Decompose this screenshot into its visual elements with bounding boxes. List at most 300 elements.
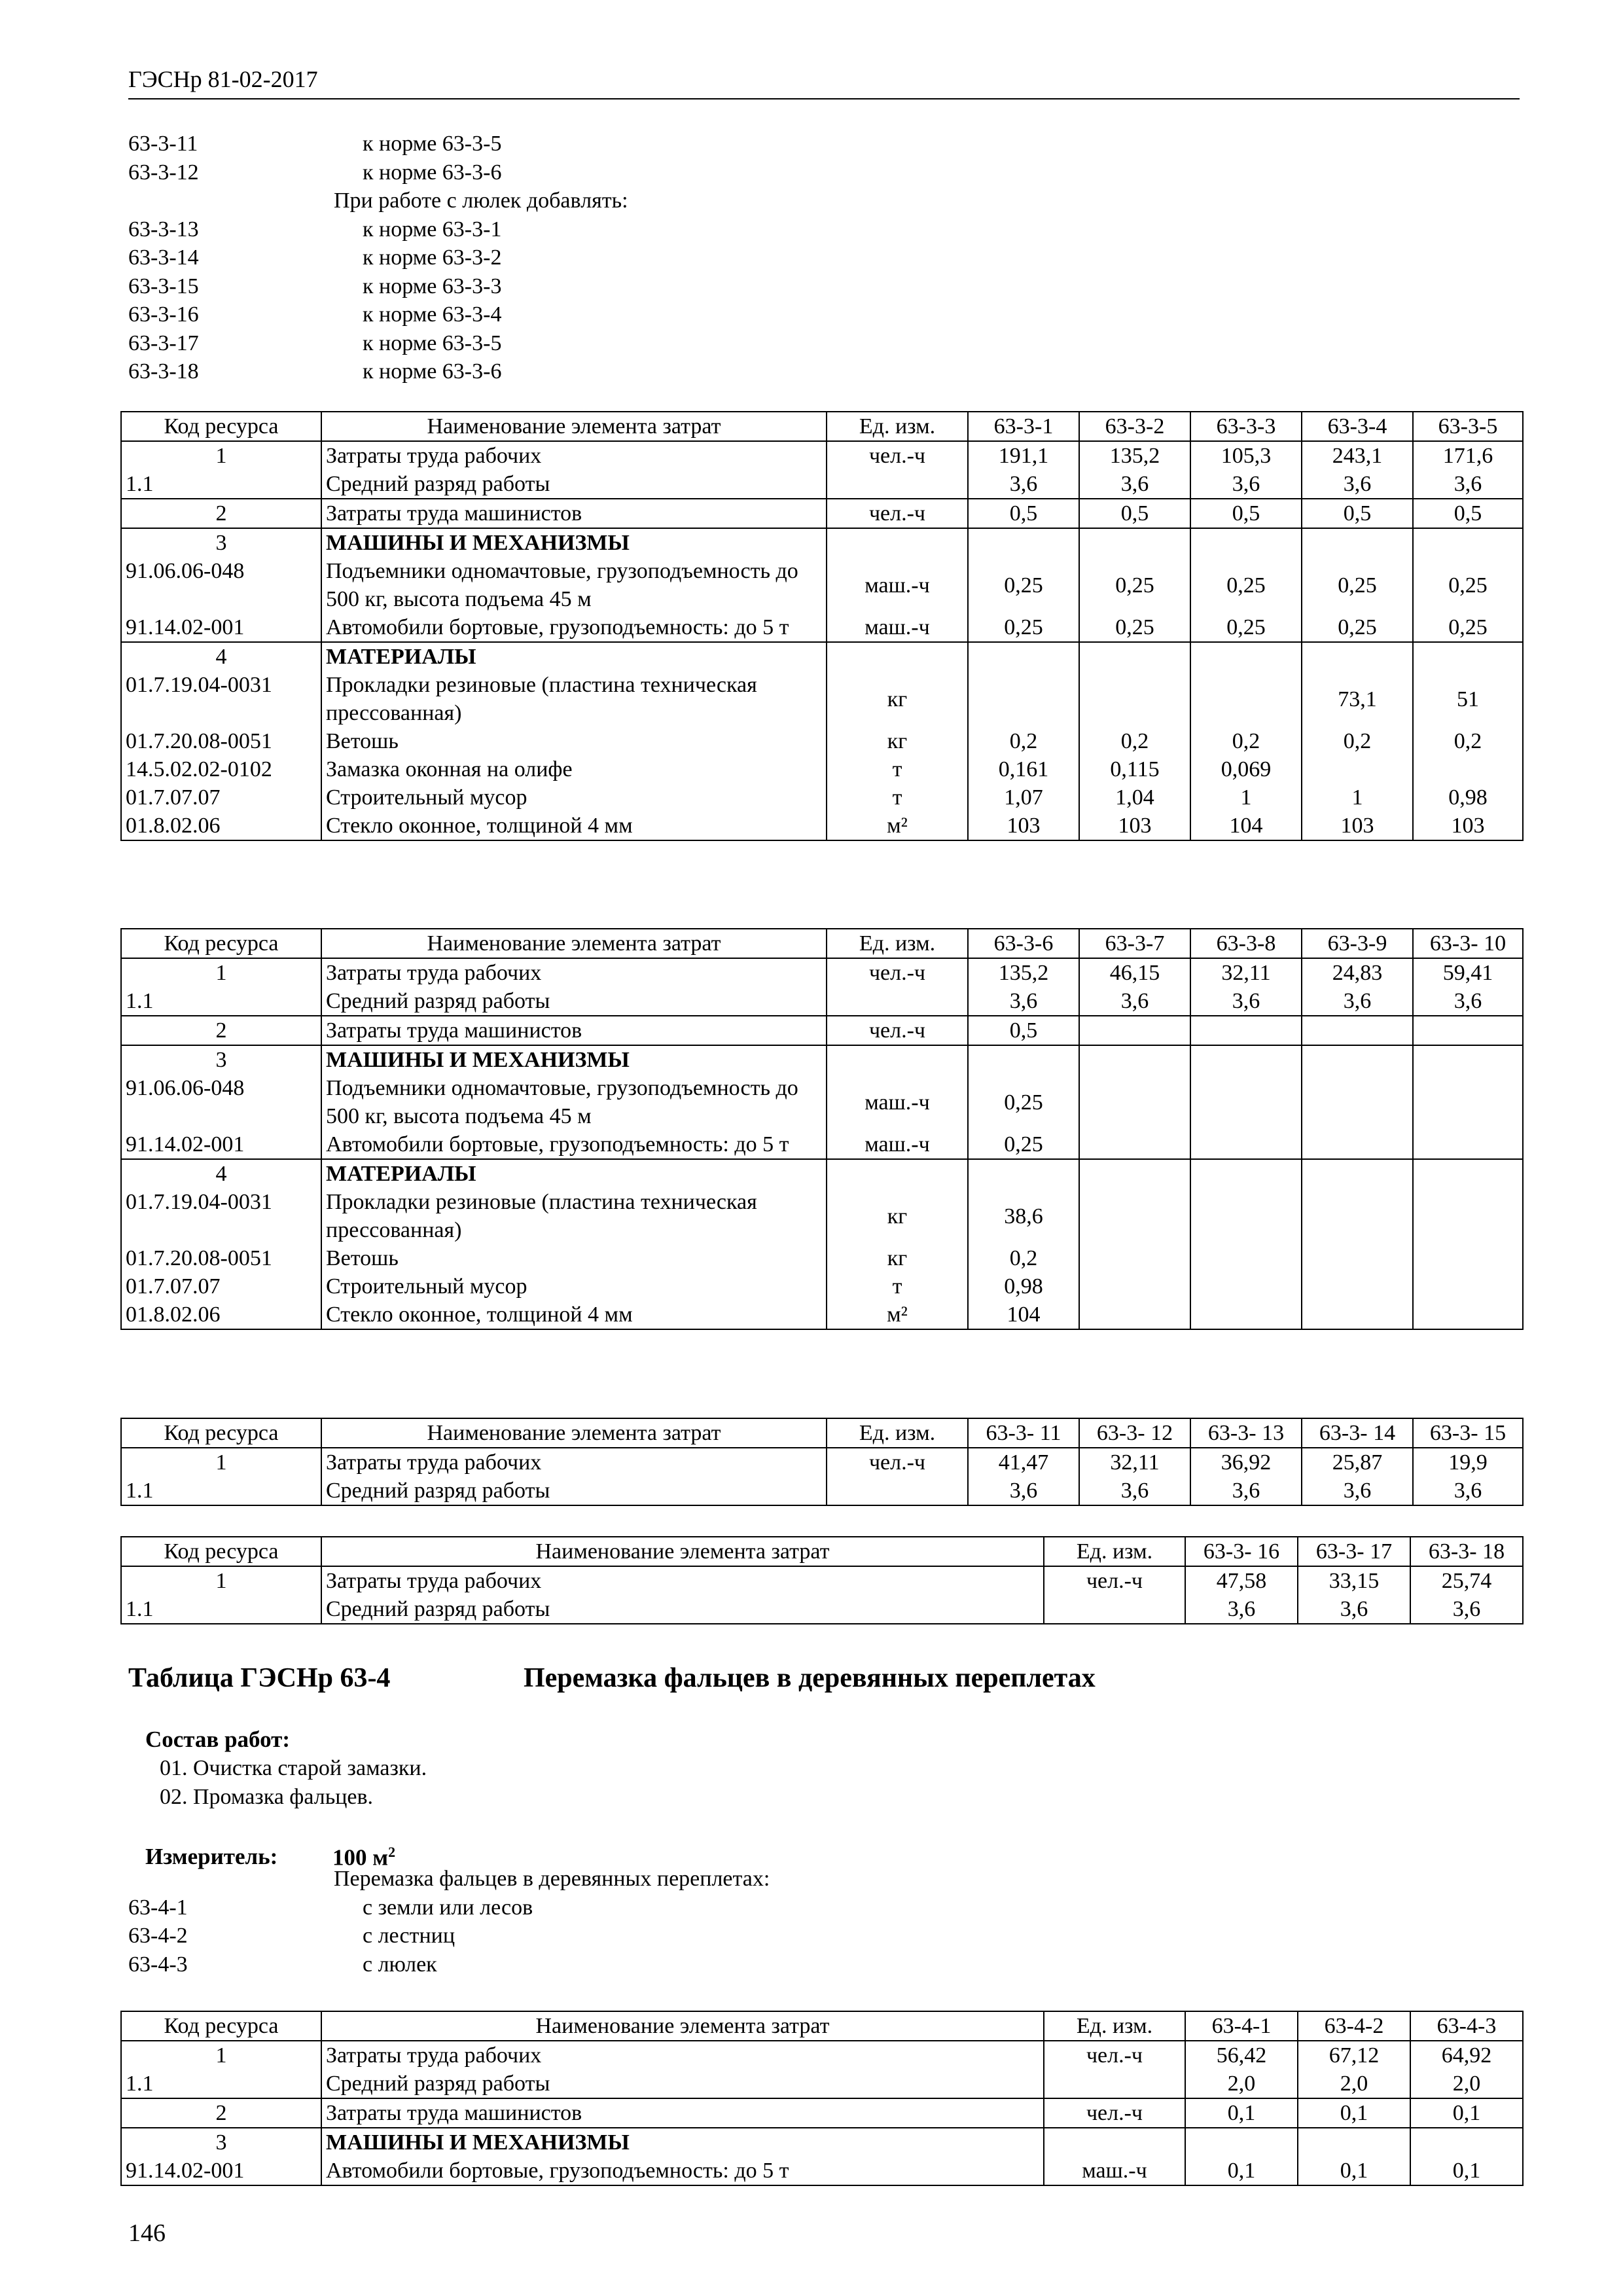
value-cell: 2,0	[1298, 2070, 1410, 2098]
resource-code-cell: 1.1	[121, 987, 321, 1016]
norm-description: к норме 63-3-1	[363, 217, 502, 242]
value-cell: 0,1	[1410, 2098, 1523, 2128]
column-header: 63-3- 14	[1302, 1418, 1413, 1448]
value-cell: 24,83	[1302, 958, 1413, 987]
value-cell: 0,1	[1185, 2157, 1298, 2185]
value-cell: 56,42	[1185, 2041, 1298, 2070]
value-cell: 3,6	[1298, 1595, 1410, 1624]
value-cell	[1079, 1045, 1190, 1074]
value-cell: 0,5	[968, 499, 1079, 528]
resource-code-cell: 91.06.06-048	[121, 1074, 321, 1130]
value-cell: 0,25	[968, 557, 1079, 613]
value-cell: 0,25	[1302, 613, 1413, 642]
value-cell: 3,6	[1413, 1477, 1523, 1505]
value-cell	[1190, 642, 1302, 671]
resource-code-cell: 2	[121, 2098, 321, 2128]
norm-code: 63-3-14	[128, 245, 199, 270]
table-row	[121, 755, 1523, 783]
table-row	[121, 1448, 1523, 1477]
value-cell	[1302, 528, 1413, 557]
value-cell	[1298, 2128, 1410, 2157]
column-header: 63-3-4	[1302, 412, 1413, 441]
column-header: Код ресурса	[121, 412, 321, 441]
value-cell: 3,6	[1190, 987, 1302, 1016]
resource-code-cell: 01.7.19.04-0031	[121, 671, 321, 727]
value-cell	[1190, 1188, 1302, 1244]
value-cell: 3,6	[1079, 987, 1190, 1016]
value-cell	[1190, 1045, 1302, 1074]
table-row	[121, 1074, 1523, 1130]
table-row	[121, 2098, 1523, 2128]
unit-cell: кг	[827, 727, 968, 755]
value-cell	[1190, 528, 1302, 557]
value-cell: 33,15	[1298, 1566, 1410, 1595]
resource-code-cell: 2	[121, 499, 321, 528]
table-row	[121, 2128, 1523, 2157]
table-row	[121, 1016, 1523, 1045]
value-cell: 0,5	[1079, 499, 1190, 528]
norm-code: 63-3-13	[128, 217, 199, 242]
value-cell	[1190, 1300, 1302, 1329]
value-cell: 25,87	[1302, 1448, 1413, 1477]
value-cell: 0,1	[1298, 2098, 1410, 2128]
table-row	[121, 2157, 1523, 2185]
resource-table-4	[120, 1536, 1524, 1624]
unit-cell: маш.-ч	[827, 557, 968, 613]
value-cell: 103	[1079, 812, 1190, 840]
value-cell: 0,25	[968, 1074, 1079, 1130]
value-cell: 51	[1413, 671, 1523, 727]
table-row	[121, 1300, 1523, 1329]
table-row	[121, 783, 1523, 812]
value-cell: 64,92	[1410, 2041, 1523, 2070]
unit-cell: маш.-ч	[827, 613, 968, 642]
cost-element-name-cell: Средний разряд работы	[321, 1477, 827, 1505]
norm-code: 63-4-3	[128, 1952, 188, 1977]
work-item: 02. Промазка фальцев.	[160, 1785, 374, 1809]
value-cell: 243,1	[1302, 441, 1413, 470]
cost-element-name-cell: Автомобили бортовые, грузоподъемность: до 5 т	[321, 613, 827, 642]
cost-element-name-cell: Затраты труда машинистов	[321, 2098, 1044, 2128]
resource-code-cell: 4	[121, 1159, 321, 1188]
cost-element-name-cell: Прокладки резиновые (пластина техническая прессованная)	[321, 1188, 827, 1244]
column-header: 63-3-3	[1190, 412, 1302, 441]
unit-cell: кг	[827, 1188, 968, 1244]
norm-description: к норме 63-3-4	[363, 302, 502, 327]
norm-description: с лестниц	[363, 1924, 455, 1948]
list-heading: Перемазка фальцев в деревянных переплетах:	[334, 1867, 770, 1891]
table-header-row	[121, 1418, 1523, 1448]
value-cell	[1302, 1188, 1413, 1244]
resource-code-cell: 01.8.02.06	[121, 812, 321, 840]
resource-code-cell: 1	[121, 441, 321, 470]
value-cell: 104	[968, 1300, 1079, 1329]
unit-cell	[827, 642, 968, 671]
value-cell	[1190, 1074, 1302, 1130]
value-cell: 0,115	[1079, 755, 1190, 783]
unit-cell: маш.-ч	[827, 1074, 968, 1130]
column-header: 63-3- 16	[1185, 1537, 1298, 1566]
value-cell: 1	[1190, 783, 1302, 812]
resource-code-cell: 91.14.02-001	[121, 1130, 321, 1159]
value-cell	[1413, 755, 1523, 783]
value-cell	[1413, 1244, 1523, 1272]
cost-element-name-cell: Строительный мусор	[321, 1272, 827, 1300]
resource-code-cell: 1	[121, 1448, 321, 1477]
value-cell: 73,1	[1302, 671, 1413, 727]
unit-cell: чел.-ч	[827, 958, 968, 987]
cost-element-name-cell: Подъемники одномачтовые, грузоподъемность до 500 кг, высота подъема 45 м	[321, 1074, 827, 1130]
table-row	[121, 1477, 1523, 1505]
value-cell: 103	[968, 812, 1079, 840]
value-cell: 1,04	[1079, 783, 1190, 812]
cost-element-name-cell: Затраты труда машинистов	[321, 499, 827, 528]
column-header: 63-3-7	[1079, 929, 1190, 958]
column-header: Ед. изм.	[1044, 1537, 1185, 1566]
cost-element-name-cell: Стекло оконное, толщиной 4 мм	[321, 812, 827, 840]
table-row	[121, 1159, 1523, 1188]
value-cell	[1079, 1159, 1190, 1188]
table-row	[121, 499, 1523, 528]
value-cell: 0,1	[1410, 2157, 1523, 2185]
value-cell	[1302, 755, 1413, 783]
work-composition-label: Состав работ:	[145, 1727, 290, 1752]
column-header: 63-4-1	[1185, 2011, 1298, 2041]
cost-element-name-cell: Затраты труда рабочих	[321, 2041, 1044, 2070]
resource-code-cell: 3	[121, 2128, 321, 2157]
cost-element-name-cell: МАШИНЫ И МЕХАНИЗМЫ	[321, 1045, 827, 1074]
value-cell	[1413, 1188, 1523, 1244]
cost-element-name-cell: МАТЕРИАЛЫ	[321, 642, 827, 671]
column-header: Код ресурса	[121, 1537, 321, 1566]
resource-table-5	[120, 2011, 1524, 2186]
unit-cell: чел.-ч	[1044, 2041, 1185, 2070]
value-cell	[968, 1159, 1079, 1188]
resource-code-cell: 01.7.20.08-0051	[121, 727, 321, 755]
unit-cell	[1044, 2128, 1185, 2157]
cost-element-name-cell: Автомобили бортовые, грузоподъемность: до 5 т	[321, 1130, 827, 1159]
column-header: Ед. изм.	[827, 412, 968, 441]
value-cell: 0,25	[968, 613, 1079, 642]
value-cell	[968, 528, 1079, 557]
unit-cell: м²	[827, 1300, 968, 1329]
resource-code-cell: 3	[121, 528, 321, 557]
unit-cell: маш.-ч	[1044, 2157, 1185, 2185]
table-header-row	[121, 412, 1523, 441]
table-row	[121, 613, 1523, 642]
cost-element-name-cell: Прокладки резиновые (пластина техническая прессованная)	[321, 671, 827, 727]
value-cell: 25,74	[1410, 1566, 1523, 1595]
value-cell: 0,1	[1185, 2098, 1298, 2128]
value-cell: 0,25	[968, 1130, 1079, 1159]
value-cell	[1302, 1272, 1413, 1300]
resource-code-cell: 1	[121, 1566, 321, 1595]
value-cell	[968, 642, 1079, 671]
value-cell: 67,12	[1298, 2041, 1410, 2070]
value-cell: 0,5	[1413, 499, 1523, 528]
cost-element-name-cell: Затраты труда машинистов	[321, 1016, 827, 1045]
column-header: Код ресурса	[121, 929, 321, 958]
value-cell	[1413, 1300, 1523, 1329]
value-cell: 0,25	[1079, 557, 1190, 613]
norm-description: с земли или лесов	[363, 1895, 533, 1920]
resource-code-cell: 91.06.06-048	[121, 557, 321, 613]
resource-code-cell: 01.8.02.06	[121, 1300, 321, 1329]
table-row	[121, 987, 1523, 1016]
measure-value: 100 $м^2$	[332, 1844, 396, 1871]
norm-code: 63-3-15	[128, 274, 199, 298]
value-cell: 3,6	[1190, 1477, 1302, 1505]
table-row	[121, 1188, 1523, 1244]
resource-code-cell: 01.7.20.08-0051	[121, 1244, 321, 1272]
section-name: Перемазка фальцев в деревянных переплетах	[524, 1663, 1096, 1693]
page-header-title: ГЭСНр 81-02-2017	[128, 66, 318, 92]
cost-element-name-cell: Строительный мусор	[321, 783, 827, 812]
cost-element-name-cell: Ветошь	[321, 1244, 827, 1272]
table-row	[121, 1272, 1523, 1300]
value-cell: 47,58	[1185, 1566, 1298, 1595]
column-header: Код ресурса	[121, 2011, 321, 2041]
table-row	[121, 1244, 1523, 1272]
value-cell: 3,6	[1079, 470, 1190, 499]
value-cell	[1079, 1272, 1190, 1300]
column-header: 63-3- 17	[1298, 1537, 1410, 1566]
norm-code: 63-3-12	[128, 160, 199, 185]
column-header: 63-4-2	[1298, 2011, 1410, 2041]
resource-code-cell: 01.7.07.07	[121, 1272, 321, 1300]
value-cell	[1302, 1159, 1413, 1188]
table-row	[121, 441, 1523, 470]
cost-element-name-cell: Средний разряд работы	[321, 987, 827, 1016]
column-header: 63-3- 18	[1410, 1537, 1523, 1566]
value-cell	[1079, 1300, 1190, 1329]
cost-element-name-cell: Стекло оконное, толщиной 4 мм	[321, 1300, 827, 1329]
column-header: 63-3- 15	[1413, 1418, 1523, 1448]
value-cell	[1079, 671, 1190, 727]
value-cell: 32,11	[1079, 1448, 1190, 1477]
value-cell: 103	[1302, 812, 1413, 840]
value-cell	[1410, 2128, 1523, 2157]
unit-cell: чел.-ч	[827, 499, 968, 528]
unit-cell	[1044, 2070, 1185, 2098]
value-cell: 38,6	[968, 1188, 1079, 1244]
value-cell	[1079, 1074, 1190, 1130]
page-number: 146	[128, 2219, 166, 2247]
unit-cell: т	[827, 783, 968, 812]
value-cell: 3,6	[1302, 470, 1413, 499]
column-header: 63-3- 13	[1190, 1418, 1302, 1448]
value-cell: 3,6	[1413, 470, 1523, 499]
unit-cell: маш.-ч	[827, 1130, 968, 1159]
value-cell: 135,2	[1079, 441, 1190, 470]
table-header-row	[121, 2011, 1523, 2041]
value-cell: 104	[1190, 812, 1302, 840]
column-header: Наименование элемента затрат	[321, 2011, 1044, 2041]
value-cell	[1413, 1130, 1523, 1159]
value-cell	[1302, 1016, 1413, 1045]
value-cell	[1079, 1244, 1190, 1272]
value-cell	[1413, 1045, 1523, 1074]
value-cell: 3,6	[968, 987, 1079, 1016]
column-header: Наименование элемента затрат	[321, 1418, 827, 1448]
header-rule	[128, 98, 1520, 99]
value-cell: 0,2	[1190, 727, 1302, 755]
value-cell: 0,25	[1302, 557, 1413, 613]
value-cell: 191,1	[968, 441, 1079, 470]
resource-table-1	[120, 411, 1524, 841]
value-cell: 1,07	[968, 783, 1079, 812]
value-cell: 3,6	[1185, 1595, 1298, 1624]
resource-code-cell: 4	[121, 642, 321, 671]
value-cell	[1302, 1244, 1413, 1272]
value-cell	[1079, 1016, 1190, 1045]
resource-code-cell: 01.7.19.04-0031	[121, 1188, 321, 1244]
value-cell	[1302, 1045, 1413, 1074]
value-cell	[1413, 1016, 1523, 1045]
value-cell	[1302, 642, 1413, 671]
measure-label: Измеритель:	[145, 1844, 278, 1869]
column-header: Ед. изм.	[827, 1418, 968, 1448]
column-header: Наименование элемента затрат	[321, 929, 827, 958]
table-row	[121, 528, 1523, 557]
value-cell: 3,6	[1190, 470, 1302, 499]
norm-code: 63-3-18	[128, 359, 199, 384]
unit-cell: кг	[827, 671, 968, 727]
unit-cell	[827, 470, 968, 499]
cost-element-name-cell: Затраты труда рабочих	[321, 958, 827, 987]
cost-element-name-cell: Средний разряд работы	[321, 2070, 1044, 2098]
value-cell	[1302, 1130, 1413, 1159]
column-header: Ед. изм.	[827, 929, 968, 958]
cost-element-name-cell: Средний разряд работы	[321, 1595, 1044, 1624]
value-cell: 3,6	[1302, 987, 1413, 1016]
value-cell	[1302, 1074, 1413, 1130]
column-header: Код ресурса	[121, 1418, 321, 1448]
value-cell: 2,0	[1185, 2070, 1298, 2098]
resource-code-cell: 1.1	[121, 1477, 321, 1505]
norm-description: к норме 63-3-6	[363, 359, 502, 384]
value-cell	[1413, 1074, 1523, 1130]
value-cell	[968, 1045, 1079, 1074]
value-cell: 1	[1302, 783, 1413, 812]
value-cell: 19,9	[1413, 1448, 1523, 1477]
value-cell	[1185, 2128, 1298, 2157]
unit-cell	[827, 528, 968, 557]
column-header: 63-3- 10	[1413, 929, 1523, 958]
work-item: 01. Очистка старой замазки.	[160, 1756, 427, 1780]
value-cell: 0,2	[1079, 727, 1190, 755]
table-row	[121, 671, 1523, 727]
resource-code-cell: 91.14.02-001	[121, 613, 321, 642]
unit-cell	[827, 1045, 968, 1074]
value-cell: 46,15	[1079, 958, 1190, 987]
column-header: 63-4-3	[1410, 2011, 1523, 2041]
value-cell	[968, 671, 1079, 727]
value-cell: 0,069	[1190, 755, 1302, 783]
unit-cell: м²	[827, 812, 968, 840]
value-cell: 3,6	[1302, 1477, 1413, 1505]
value-cell: 0,25	[1190, 613, 1302, 642]
value-cell: 103	[1413, 812, 1523, 840]
table-header-row	[121, 929, 1523, 958]
value-cell: 0,98	[968, 1272, 1079, 1300]
value-cell: 0,1	[1298, 2157, 1410, 2185]
list-heading: При работе с люлек добавлять:	[334, 188, 628, 213]
norm-code: 63-3-17	[128, 331, 199, 355]
column-header: Ед. изм.	[1044, 2011, 1185, 2041]
cost-element-name-cell: Затраты труда рабочих	[321, 441, 827, 470]
value-cell: 0,25	[1079, 613, 1190, 642]
value-cell: 171,6	[1413, 441, 1523, 470]
value-cell	[1190, 1272, 1302, 1300]
value-cell: 0,5	[968, 1016, 1079, 1045]
cost-element-name-cell: МАТЕРИАЛЫ	[321, 1159, 827, 1188]
cost-element-name-cell: Замазка оконная на олифе	[321, 755, 827, 783]
table-row	[121, 1130, 1523, 1159]
resource-code-cell: 1	[121, 958, 321, 987]
unit-cell: чел.-ч	[1044, 1566, 1185, 1595]
value-cell: 59,41	[1413, 958, 1523, 987]
norm-description: к норме 63-3-6	[363, 160, 502, 185]
column-header: Наименование элемента затрат	[321, 1537, 1044, 1566]
value-cell: 2,0	[1410, 2070, 1523, 2098]
value-cell	[1079, 642, 1190, 671]
table-row	[121, 2041, 1523, 2070]
resource-code-cell: 1.1	[121, 2070, 321, 2098]
value-cell: 36,92	[1190, 1448, 1302, 1477]
norm-description: к норме 63-3-2	[363, 245, 502, 270]
unit-cell: чел.-ч	[1044, 2098, 1185, 2128]
value-cell	[1302, 1300, 1413, 1329]
column-header: 63-3-8	[1190, 929, 1302, 958]
value-cell: 3,6	[1079, 1477, 1190, 1505]
unit-cell: чел.-ч	[827, 1448, 968, 1477]
value-cell: 0,2	[968, 727, 1079, 755]
table-row	[121, 1595, 1523, 1624]
column-header: Наименование элемента затрат	[321, 412, 827, 441]
table-row	[121, 727, 1523, 755]
norm-code: 63-3-16	[128, 302, 199, 327]
section-title: Таблица ГЭСНр 63-4	[128, 1663, 391, 1693]
value-cell: 0,2	[1302, 727, 1413, 755]
unit-cell: т	[827, 1272, 968, 1300]
resource-table-3	[120, 1418, 1524, 1506]
cost-element-name-cell: Средний разряд работы	[321, 470, 827, 499]
table-row	[121, 958, 1523, 987]
value-cell: 3,6	[1410, 1595, 1523, 1624]
cost-element-name-cell: Подъемники одномачтовые, грузоподъемность до 500 кг, высота подъема 45 м	[321, 557, 827, 613]
value-cell: 0,161	[968, 755, 1079, 783]
norm-description: к норме 63-3-5	[363, 132, 502, 156]
unit-cell: т	[827, 755, 968, 783]
value-cell	[1190, 1130, 1302, 1159]
value-cell: 0,2	[1413, 727, 1523, 755]
table-header-row	[121, 1537, 1523, 1566]
unit-cell: чел.-ч	[827, 441, 968, 470]
unit-cell	[827, 1477, 968, 1505]
norm-description: к норме 63-3-5	[363, 331, 502, 355]
cost-element-name-cell: Затраты труда рабочих	[321, 1566, 1044, 1595]
unit-cell: кг	[827, 1244, 968, 1272]
column-header: 63-3- 11	[968, 1418, 1079, 1448]
column-header: 63-3-6	[968, 929, 1079, 958]
value-cell: 32,11	[1190, 958, 1302, 987]
value-cell	[1079, 1130, 1190, 1159]
resource-code-cell: 2	[121, 1016, 321, 1045]
value-cell	[1079, 528, 1190, 557]
resource-code-cell: 14.5.02.02-0102	[121, 755, 321, 783]
norm-code: 63-4-1	[128, 1895, 188, 1920]
